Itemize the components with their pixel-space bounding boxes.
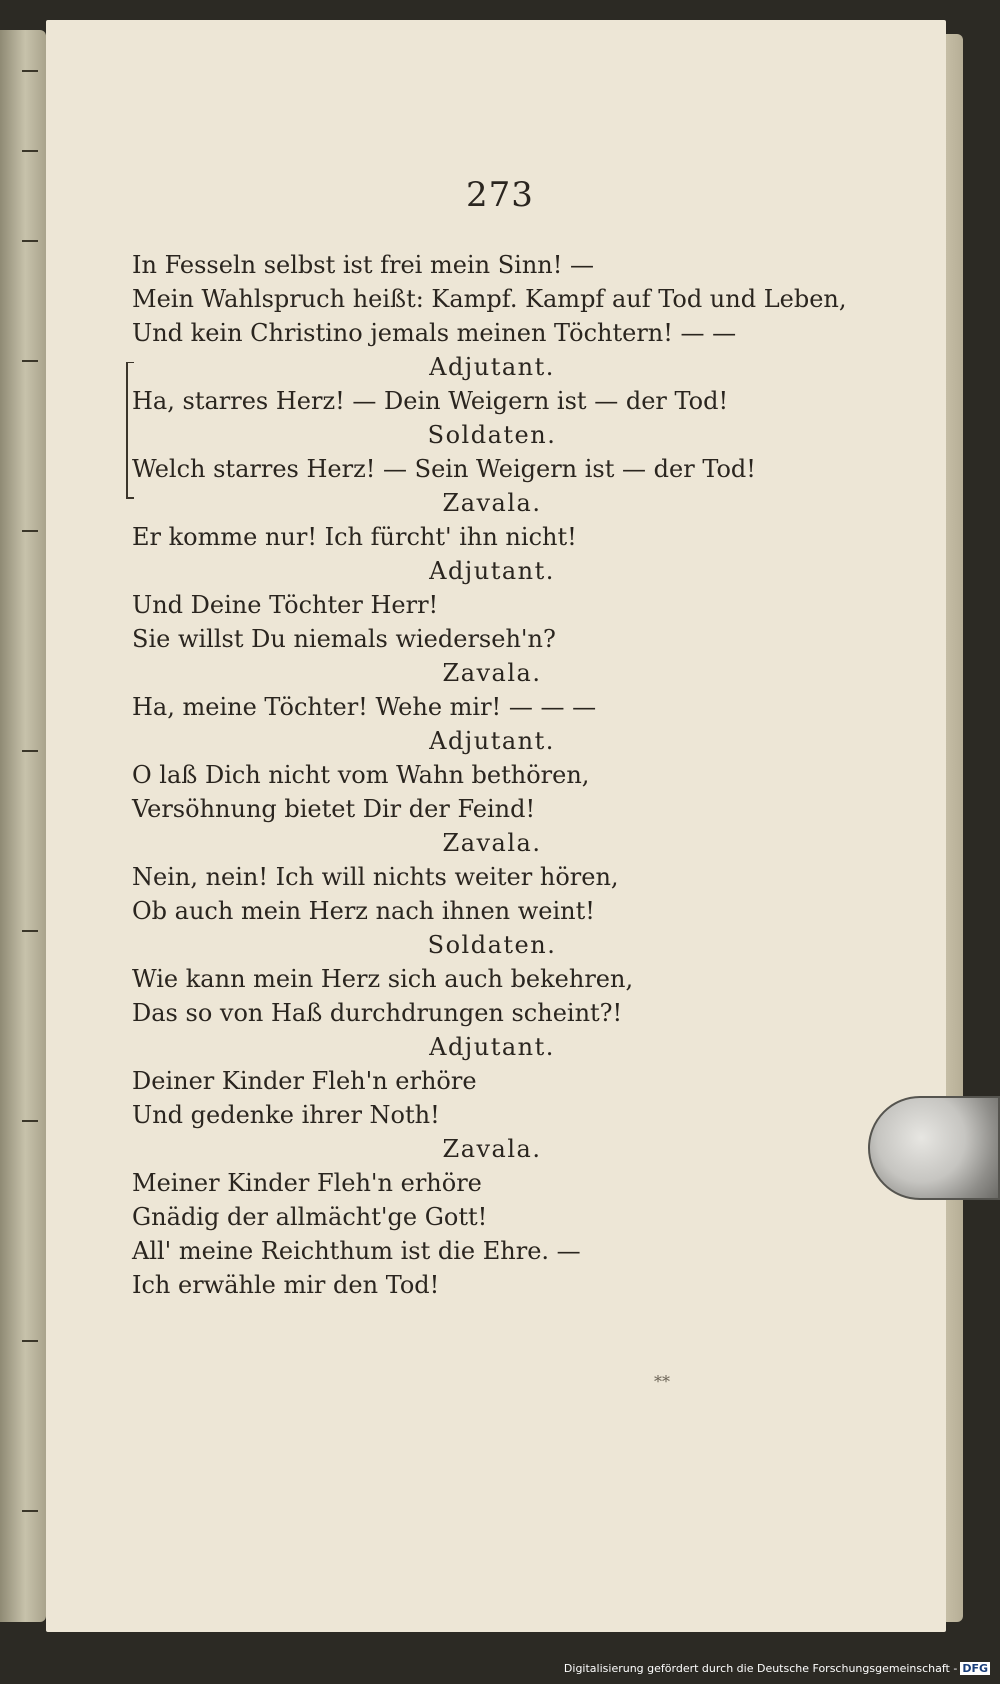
page-text	[132, 248, 852, 1302]
verse-line: Ha, starres Herz! — Dein Weigern ist — der Tod!	[132, 387, 729, 415]
speaker-name: Zavala.	[442, 659, 542, 687]
binding-mark	[22, 530, 38, 532]
adjacent-page-edge	[0, 30, 46, 1622]
footer	[564, 1662, 990, 1675]
speaker-name: Zavala.	[442, 829, 542, 857]
binding-mark	[22, 240, 38, 242]
verse-line: Sie willst Du niemals wiederseh'n?	[132, 625, 556, 653]
verse-line: Ob auch mein Herz nach ihnen weint!	[132, 897, 595, 925]
verse-line: Ich erwähle mir den Tod!	[132, 1271, 440, 1299]
verse-line: Nein, nein! Ich will nichts weiter hören,	[132, 863, 619, 891]
binding-mark	[22, 1510, 38, 1512]
dfg-logo: DFG	[962, 1662, 988, 1675]
page-number: 273	[466, 175, 534, 215]
verse-line: Und gedenke ihrer Noth!	[132, 1101, 440, 1129]
verse-line: Das so von Haß durchdrungen scheint?!	[132, 999, 623, 1027]
verse-line: Er komme nur! Ich fürcht' ihn nicht!	[132, 523, 577, 551]
verse-line: Wie kann mein Herz sich auch bekehren,	[132, 965, 634, 993]
signature-mark: **	[654, 1372, 670, 1391]
speaker-name: Soldaten.	[427, 421, 557, 449]
speaker-name: Soldaten.	[427, 931, 557, 959]
verse-line: Und Deine Töchter Herr!	[132, 591, 439, 619]
verse-line: Gnädig der allmächt'ge Gott!	[132, 1203, 488, 1231]
verse-line: Deiner Kinder Fleh'n erhöre	[132, 1067, 477, 1095]
verse-line: Welch starres Herz! — Sein Weigern ist — der Tod!	[132, 455, 756, 483]
binding-mark	[22, 360, 38, 362]
footer-credit: Digitalisierung gefördert durch die Deutsche Forschungsgemeinschaft -	[563, 1662, 958, 1675]
binding-mark	[22, 1340, 38, 1342]
speaker-name: Adjutant.	[429, 557, 555, 585]
verse-line: In Fesseln selbst ist frei mein Sinn! —	[132, 251, 595, 279]
verse-line: All' meine Reichthum ist die Ehre. —	[132, 1237, 581, 1265]
verse-line: Versöhnung bietet Dir der Feind!	[132, 795, 536, 823]
binding-mark	[22, 930, 38, 932]
speaker-name: Adjutant.	[429, 727, 555, 755]
verse-line: O laß Dich nicht vom Wahn bethören,	[132, 761, 590, 789]
verse-line: Und kein Christino jemals meinen Töchtern! — —	[132, 319, 737, 347]
verse-line: Meiner Kinder Fleh'n erhöre	[132, 1169, 482, 1197]
speaker-name: Zavala.	[442, 1135, 542, 1163]
speaker-name: Adjutant.	[429, 353, 555, 381]
speaker-name: Zavala.	[442, 489, 542, 517]
scanner-clip	[868, 1096, 1000, 1200]
binding-mark	[22, 750, 38, 752]
binding-mark	[22, 70, 38, 72]
speaker-name: Adjutant.	[429, 1033, 555, 1061]
binding-mark	[22, 150, 38, 152]
binding-mark	[22, 1120, 38, 1122]
verse-line: Ha, meine Töchter! Wehe mir! — — —	[132, 693, 597, 721]
verse-line: Mein Wahlspruch heißt: Kampf. Kampf auf Tod und Leben,	[132, 285, 847, 313]
